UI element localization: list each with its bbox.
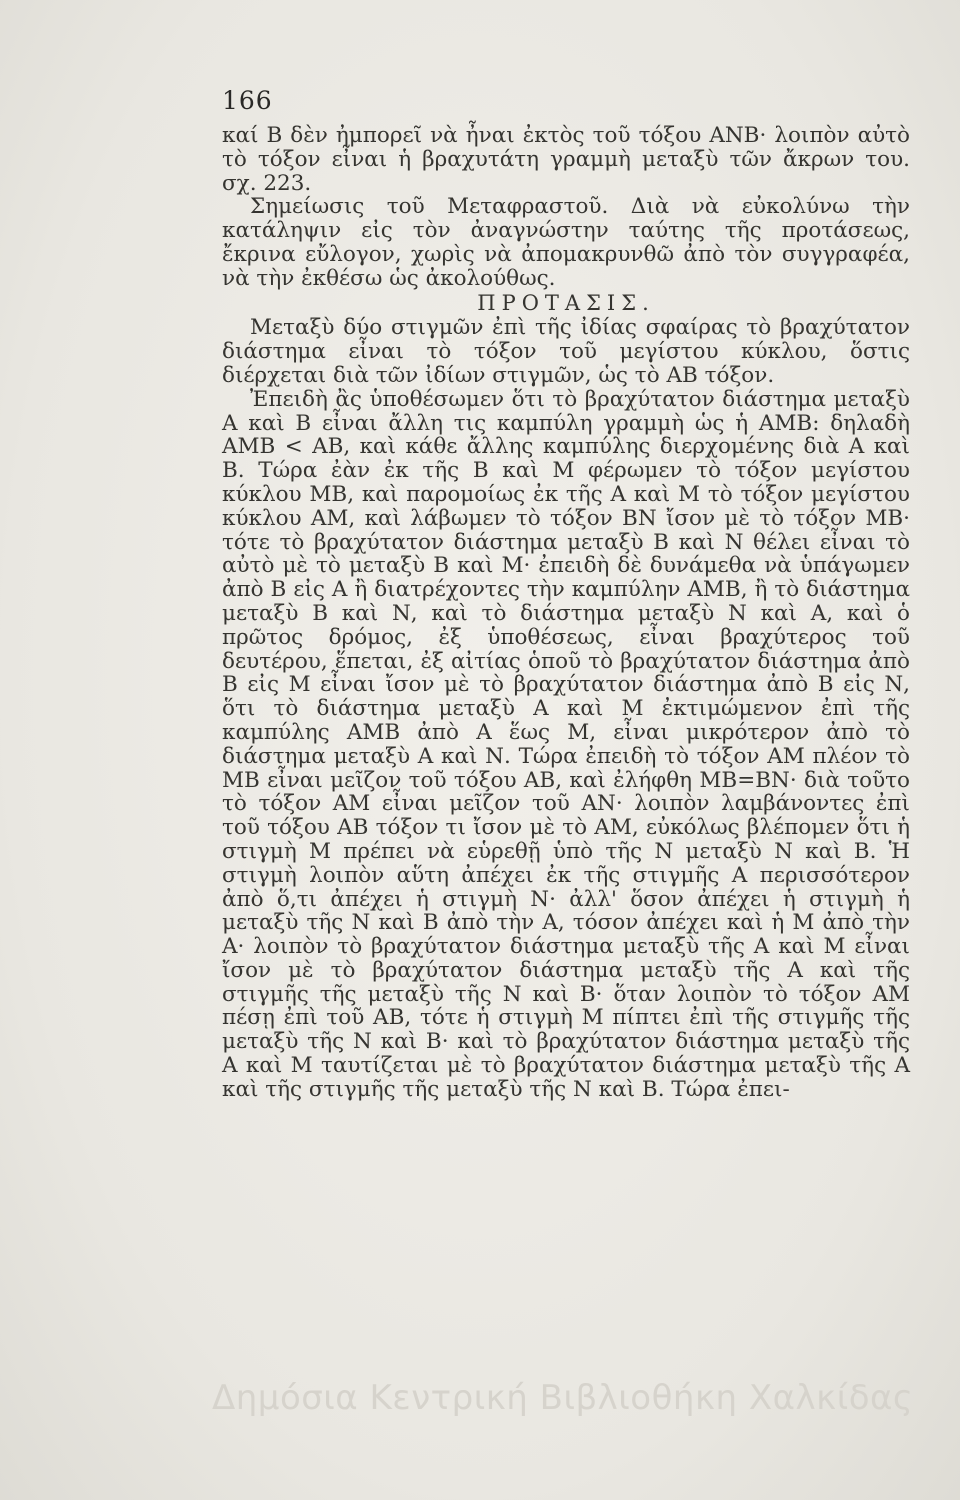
page-number: 166 xyxy=(222,86,273,115)
paragraph-continuation: καί Β δὲν ἠμπορεῖ νὰ ἦναι ἐκτὸς τοῦ τόξου ΑΝΒ· λοιπὸν αὐτὸ τὸ τόξον εἶναι ἡ βραχυτάτη γραμμὴ μεταξὺ τῶν ἄκρων του. σχ. 223. xyxy=(222,123,910,196)
proposition-statement: Μεταξὺ δύο στιγμῶν ἐπὶ τῆς ἰδίας σφαίρας τὸ βραχύτατον διάστημα εἶναι τὸ τόξον τοῦ μεγίστου κύκλου, ὅστις διέρχεται διὰ τῶν ἰδίων στιγμῶν, ὡς τὸ ΑΒ τόξον. xyxy=(222,315,910,388)
translator-note-paragraph: Σημείωσις τοῦ Μεταφραστοῦ. Διὰ νὰ εὐκολύνω τὴν κατάληψιν εἰς τὸν ἀναγνώστην ταύτης τῆς προτάσεως, ἔκρινα εὔλογον, χωρὶς νὰ ἀπομακρυνθῶ ἀπὸ τὸν συγγραφέα, νὰ τὴν ἐκθέσω ὡς ἀκολούθως. xyxy=(222,194,910,291)
library-watermark: Δημόσια Κεντρική Βιβλιοθήκη Χαλκίδας xyxy=(212,1378,914,1418)
proof-paragraph: Ἐπειδὴ ἂς ὑποθέσωμεν ὅτι τὸ βραχύτατον διάστημα μεταξὺ Α καὶ Β εἶναι ἄλλη τις καμπύλη γραμμὴ ὡς ἡ ΑΜΒ: δηλαδὴ ΑΜΒ < ΑΒ, καὶ κάθε ἄλλης καμπύλης διερχομένης διὰ Α καὶ Β. Τώρα ἐὰν ἐκ τῆς Β καὶ Μ φέρωμεν τὸ τόξον μεγίστου κύκλου ΜΒ, καὶ παρομοίως ἐκ τῆς Α καὶ Μ τὸ τόξον μεγίστου κύκλου ΑΜ, καὶ λάβωμεν τὸ τόξον ΒΝ ἴσον μὲ τὸ τόξον ΜΒ· τότε τὸ βραχύτατον διάστημα μεταξὺ Β καὶ Ν θέλει εἶναι τὸ αὐτὸ μὲ τὸ μεταξὺ Β καὶ Μ· ἐπειδὴ δὲ δυνάμεθα νὰ ὑπάγωμεν ἀπὸ Β εἰς Α ἢ διατρέχοντες τὴν καμπύλην ΑΜΒ, ἢ τὸ διάστημα μεταξὺ Β καὶ Ν, καὶ τὸ διάστημα μεταξὺ Ν καὶ Α, καὶ ὁ πρῶτος δρόμος, ἐξ ὑποθέσεως, εἶναι βραχύτερος τοῦ δευτέρου, ἕπεται, ἐξ αἰτίας ὁποῦ τὸ βραχύτατον διάστημα ἀπὸ Β εἰς Μ εἶναι ἴσον μὲ τὸ βραχύτατον διάστημα ἀπὸ Β εἰς Ν, ὅτι τὸ διάστημα μεταξὺ Α καὶ Μ ἐκτιμώμενον ἐπὶ τῆς καμπύλης ΑΜΒ ἀπὸ Α ἕως Μ, εἶναι μικρότερον ἀπὸ τὸ διάστημα μεταξὺ Α καὶ Ν. Τώρα ἐπειδὴ τὸ τόξον ΑΜ πλέον τὸ ΜΒ εἶναι μεῖζον τοῦ τόξου ΑΒ, καὶ ἐλήφθη ΜΒ=ΒΝ· διὰ τοῦτο τὸ τόξον ΑΜ εἶναι μεῖζον τοῦ ΑΝ· λοιπὸν λαμβάνοντες ἐπὶ τοῦ τόξου ΑΒ τόξον τι ἴσον μὲ τὸ ΑΜ, εὐκόλως βλέπομεν ὅτι ἡ στιγμὴ Μ πρέπει νὰ εὑρεθῇ ὑπὸ τῆς Ν μεταξὺ Ν καὶ Β. Ἡ στιγμὴ λοιπὸν αὕτη ἀπέχει ἐκ τῆς στιγμῆς Α περισσότερον ἀπὸ ὅ,τι ἀπέχει ἡ στιγμὴ Ν· ἀλλ' ὅσον ἀπέχει ἡ στιγμὴ ἡ μεταξὺ τῆς Ν καὶ Β ἀπὸ τὴν Α, τόσον ἀπέχει καὶ ἡ Μ ἀπὸ τὴν Α· λοιπὸν τὸ βραχύτατον διάστημα μεταξὺ τῆς Α καὶ Μ εἶναι ἴσον μὲ τὸ βραχύτατον διάστημα μεταξὺ τῆς Α καὶ τῆς στιγμῆς τῆς μεταξὺ τῆς Ν καὶ Β· ὅταν λοιπὸν τὸ τόξον ΑΜ πέσῃ ἐπὶ τοῦ ΑΒ, τότε ἡ στιγμὴ Μ πίπτει ἐπὶ τῆς στιγμῆς τῆς μεταξὺ τῆς Ν καὶ Β· καὶ τὸ βραχύτατον διάστημα μεταξὺ τῆς Α καὶ Μ ταυτίζεται μὲ τὸ βραχύτατον διάστημα μεταξὺ τῆς Α καὶ τῆς στιγμῆς τῆς μεταξὺ τῆς Ν καὶ Β. Τώρα ἐπει- xyxy=(222,386,910,1102)
body-text xyxy=(222,124,910,1102)
proposition-heading: ΠΡΟΤΑΣΙΣ. xyxy=(477,290,655,315)
